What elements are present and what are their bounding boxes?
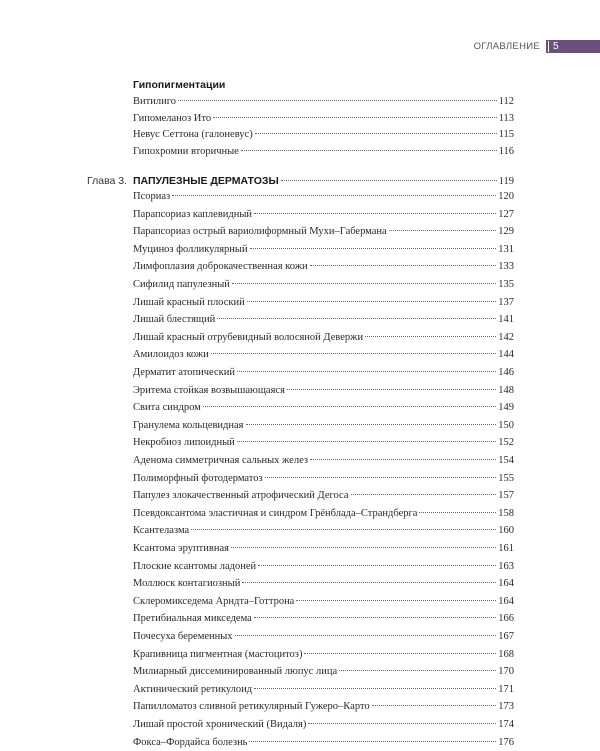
toc-entry-page: 161 — [498, 543, 514, 554]
toc-entry[interactable] — [133, 682, 514, 698]
toc-entry-page: 155 — [498, 472, 514, 484]
section-heading: Гипопигментации — [133, 79, 226, 91]
toc-entry-page: 150 — [498, 419, 514, 431]
dot-leader — [213, 116, 497, 118]
toc-entry-title: Парапсориаз каплевидный — [133, 208, 253, 220]
dot-leader — [254, 616, 496, 618]
toc-entry-title: Муциноз фолликулярный — [133, 243, 248, 255]
header-title: ОГЛАВЛЕНИЕ — [473, 41, 540, 52]
toc-entry-page: 173 — [498, 701, 514, 713]
toc-entry[interactable] — [133, 277, 514, 293]
toc-entry[interactable] — [133, 330, 514, 346]
toc-entry-page: 167 — [498, 631, 514, 642]
toc-entry[interactable] — [133, 471, 514, 487]
toc-entry-title: Сифилид папулезный — [133, 279, 230, 290]
dot-leader — [296, 599, 496, 601]
toc-entry-page: 137 — [498, 296, 514, 308]
toc-entry-title: Псориаз — [133, 191, 171, 202]
dot-leader — [217, 317, 496, 319]
dot-leader — [237, 370, 496, 372]
toc-entry-page: 160 — [498, 525, 514, 537]
toc-entry[interactable] — [133, 347, 514, 363]
dot-leader — [246, 423, 497, 425]
dot-leader — [235, 634, 497, 636]
dot-leader — [255, 132, 497, 134]
dot-leader — [249, 740, 496, 742]
dot-leader — [250, 247, 497, 249]
dot-leader — [372, 704, 497, 706]
toc-entry[interactable] — [133, 453, 514, 469]
toc-entry-title: Невус Сеттона (галоневус) — [133, 129, 253, 140]
toc-entry-page: 142 — [498, 331, 514, 343]
dot-leader — [178, 99, 497, 101]
dot-leader — [172, 194, 496, 196]
toc-entry[interactable] — [133, 647, 514, 663]
toc-entry-title: Крапивница пигментная (мастоцитоз) — [133, 648, 303, 660]
toc-entry[interactable] — [133, 488, 514, 504]
dot-leader — [265, 476, 497, 478]
toc-entry-title: Гранулема кольцевидная — [133, 419, 244, 431]
toc-entry-title: Эритема стойкая возвышающаяся — [133, 384, 285, 396]
toc-entry-page: 154 — [498, 455, 514, 466]
toc-entry-title: Свита синдром — [133, 402, 201, 414]
toc-entry-page: 135 — [498, 279, 514, 290]
dot-leader — [211, 352, 496, 354]
toc-entry-title: Милиарный диссеминированный люпус лица — [133, 666, 338, 678]
dot-leader — [247, 300, 497, 302]
toc-entry-title: Витилиго — [133, 96, 176, 107]
toc-entry-page: 148 — [498, 384, 514, 396]
chapter-title: ПАПУЛЕЗНЫЕ ДЕРМАТОЗЫ — [133, 175, 279, 187]
toc-entry[interactable] — [133, 144, 514, 160]
toc-entry[interactable] — [133, 383, 514, 399]
toc-entry-title: Псевдоксантома эластичная и синдром Грёнблада–Страндберга — [133, 507, 418, 519]
dot-leader — [365, 335, 496, 337]
toc-entry-page: 112 — [498, 96, 514, 107]
toc-entry[interactable] — [133, 664, 514, 680]
toc-entry[interactable] — [133, 207, 514, 223]
toc-entry-title: Парапсориаз острый вариолиформный Мухи–Габермана — [133, 226, 387, 238]
toc-entry-title: Папилломатоз сливной ретикулярный Гужеро–Карто — [133, 701, 370, 713]
toc-entry-page: 171 — [498, 683, 514, 695]
toc-entry-page: 164 — [498, 578, 514, 590]
toc-entry-title: Лишай красный плоский — [133, 296, 245, 308]
toc-entry-page: 170 — [498, 666, 514, 678]
toc-entry[interactable] — [133, 611, 514, 627]
dot-leader — [258, 564, 496, 566]
toc-entry-title: Почесуха беременных — [133, 631, 233, 642]
toc-entry[interactable] — [133, 295, 514, 311]
toc-entry-title: Гипомеланоз Ито — [133, 112, 212, 124]
dot-leader — [287, 388, 496, 390]
dot-leader — [231, 546, 496, 548]
dot-leader — [310, 264, 497, 266]
toc-entry-title: Склеромикседема Арндта–Готтрона — [133, 595, 295, 607]
toc-entry-title: Некробиоз липоидный — [133, 437, 235, 449]
toc-entry[interactable] — [133, 365, 514, 381]
toc-entry-page: 164 — [498, 595, 514, 607]
toc-entry-page: 129 — [498, 226, 514, 238]
toc-entry-page: 116 — [498, 145, 514, 157]
toc-entry-page: 176 — [498, 736, 514, 748]
toc-entry[interactable] — [133, 559, 514, 575]
dot-leader — [310, 458, 496, 460]
toc-entry[interactable] — [133, 189, 514, 205]
toc-entry-chapter[interactable] — [133, 173, 514, 189]
toc-entry[interactable] — [133, 312, 514, 328]
toc-entry[interactable] — [133, 259, 514, 275]
toc-entry-page: 158 — [498, 507, 514, 519]
toc-entry-page: 141 — [498, 314, 514, 326]
toc-entry[interactable] — [133, 418, 514, 434]
toc-entry-title: Лишай простой хронический (Видаля) — [133, 719, 307, 730]
dot-leader — [242, 581, 496, 583]
toc-entry-title: Амилоидоз кожи — [133, 349, 209, 361]
toc-entry-title: Полиморфный фотодерматоз — [133, 472, 263, 484]
toc-entry[interactable] — [133, 594, 514, 610]
toc-entry-title: Лишай блестящий — [133, 314, 216, 326]
toc-entry-page: 131 — [498, 243, 514, 255]
toc-entry-title: Лишай красный отрубевидный волосяной Девержи — [133, 331, 364, 343]
dot-leader — [191, 528, 496, 530]
toc-entry-title: Плоские ксантомы ладоней — [133, 560, 257, 572]
dot-leader — [254, 687, 496, 689]
dot-leader — [389, 229, 497, 231]
toc-entry-title: Ксантелазма — [133, 525, 190, 537]
toc-entry[interactable] — [133, 735, 514, 751]
toc-entry-page: 166 — [498, 613, 514, 625]
toc-entry[interactable] — [133, 717, 514, 733]
chapter-page: 119 — [498, 176, 514, 187]
dot-leader — [419, 511, 496, 513]
header-page-bar — [546, 40, 600, 53]
toc-entry-title: Претибиальная микседема — [133, 613, 252, 625]
toc-entry-page: 113 — [498, 112, 514, 124]
toc-entry-page: 120 — [498, 191, 514, 202]
toc-entry-page: 146 — [498, 367, 514, 378]
toc-entry[interactable] — [133, 435, 514, 451]
toc-entry-page: 163 — [498, 560, 514, 572]
dot-leader — [203, 405, 496, 407]
toc-entry[interactable] — [133, 94, 514, 110]
toc-entry-page: 144 — [498, 349, 514, 361]
toc-entry-page: 152 — [498, 437, 514, 449]
dot-leader — [281, 179, 497, 181]
toc-entry-page: 174 — [498, 719, 514, 730]
toc-entry-title: Гипохромии вторичные — [133, 145, 239, 157]
toc-entry-title: Фокса–Фордайса болезнь — [133, 736, 248, 748]
toc-entry[interactable] — [133, 506, 514, 522]
toc-entry[interactable] — [133, 541, 514, 557]
toc-entry-page: 157 — [498, 490, 514, 502]
toc-entry-title: Ксантома эруптивная — [133, 543, 229, 554]
dot-leader — [351, 493, 497, 495]
toc-entry-page: 127 — [498, 208, 514, 220]
toc-entry[interactable] — [133, 523, 514, 539]
toc-entry[interactable] — [133, 629, 514, 645]
toc-entry-title: Лимфоплазия доброкачественная кожи — [133, 261, 308, 273]
toc-entry-title: Папулез злокачественный атрофический Дегоса — [133, 490, 349, 502]
header-page-number: 5 — [548, 41, 559, 52]
toc-entry-title: Моллюск контагиозный — [133, 578, 241, 590]
dot-leader — [339, 669, 496, 671]
toc-entry-title: Аденома симметричная сальных желез — [133, 455, 309, 466]
toc-entry-page: 115 — [498, 129, 514, 140]
dot-leader — [237, 440, 496, 442]
chapter-label: Глава 3. — [87, 175, 128, 187]
dot-leader — [232, 282, 496, 284]
toc-entry[interactable] — [133, 111, 514, 127]
toc-entry[interactable] — [133, 576, 514, 592]
toc-entry-page: 149 — [498, 402, 514, 414]
toc-entry-page: 133 — [498, 261, 514, 273]
toc-entry[interactable] — [133, 127, 514, 143]
toc-entry-title: Актинический ретикулоид — [133, 683, 253, 695]
toc-entry-title: Дерматит атопический — [133, 367, 235, 378]
running-header — [474, 40, 600, 53]
toc-entry[interactable] — [133, 400, 514, 416]
toc-entry-page: 168 — [498, 648, 514, 660]
toc-entry[interactable] — [133, 224, 514, 240]
dot-leader — [308, 722, 496, 724]
dot-leader — [241, 149, 497, 151]
dot-leader — [304, 652, 496, 654]
toc-entry[interactable] — [133, 242, 514, 258]
dot-leader — [254, 212, 496, 214]
toc-entry[interactable] — [133, 699, 514, 715]
